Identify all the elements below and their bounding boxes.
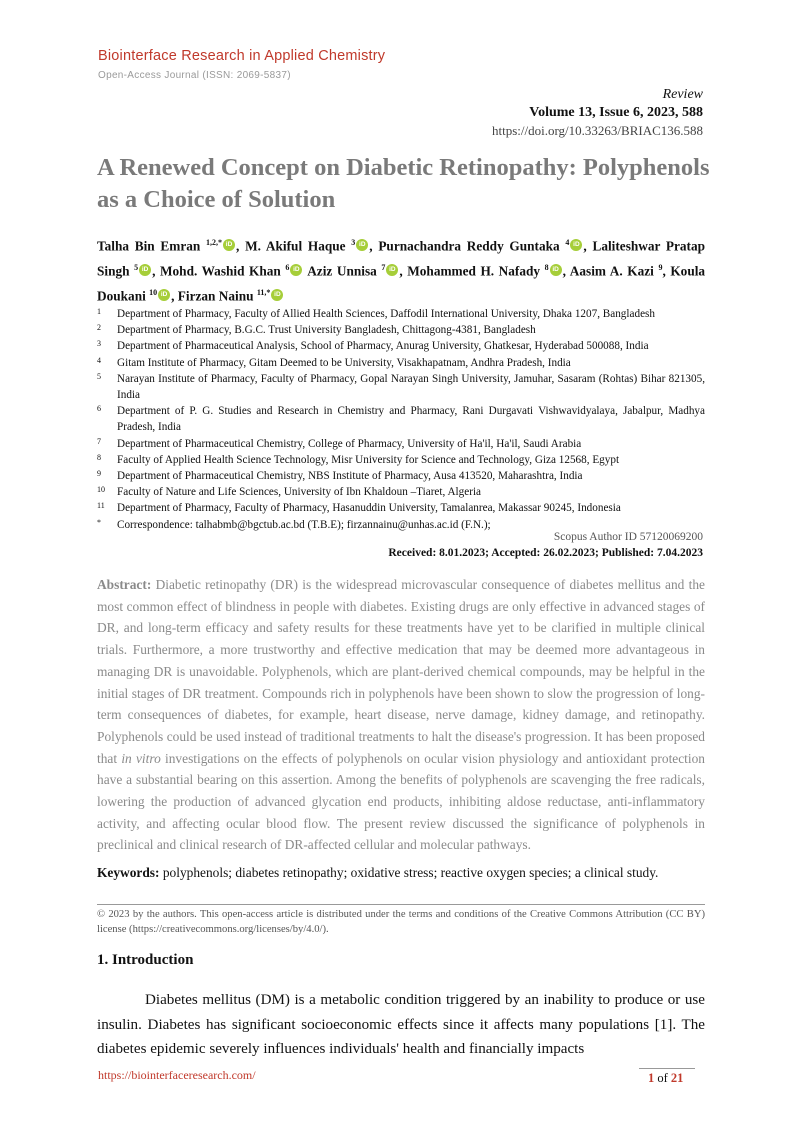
affiliation-number: 1 bbox=[97, 307, 101, 316]
author-affil-sup: 9 bbox=[658, 262, 663, 272]
author-name: Koula Doukani bbox=[97, 263, 706, 304]
affiliation-number: 3 bbox=[97, 339, 101, 349]
affiliation-item bbox=[97, 355, 705, 371]
affiliation-text: Department of Pharmaceutical Analysis, School of Pharmacy, Anurag University, Ghatkesar, Hyderabad 500088, India bbox=[117, 340, 649, 353]
orcid-icon[interactable]: iD bbox=[550, 264, 562, 276]
affiliation-item bbox=[97, 371, 705, 403]
affiliation-number: 10 bbox=[97, 485, 105, 495]
affiliation-item bbox=[97, 322, 705, 338]
page-of: of bbox=[657, 1071, 668, 1085]
author-affil-sup: 10 bbox=[149, 287, 158, 297]
affiliation-number: 9 bbox=[97, 469, 101, 479]
orcid-icon[interactable]: iD bbox=[386, 264, 398, 276]
orcid-icon[interactable]: iD bbox=[139, 264, 151, 276]
title-line-2: as a Choice of Solution bbox=[97, 186, 336, 213]
abstract-text-cont: investigations on the effects of polyphenols on ocular vision physiology and antioxidant protection have a substantial bearing on this assertion. Among the benefits of polyphenols are scavenging the free radicals, lowering the production of advanced glycation end products, inhibiting aldose reductase, anti-inflammatory activity, and affecting ocular blood flow. The present review discussed the significance of polyphenols in preclinical and clinical research of DR-affected cellular and molecular pathways. bbox=[97, 750, 706, 853]
affiliation-text: Department of Pharmacy, Faculty of Pharmacy, Hasanuddin University, Tamalanrea, Makassar 90245, Indonesia bbox=[117, 502, 621, 515]
journal-name: Biointerface Research in Applied Chemistry bbox=[98, 48, 386, 64]
footer-divider bbox=[639, 1068, 695, 1069]
article-meta bbox=[492, 86, 703, 140]
author-name: Aasim A. Kazi bbox=[569, 263, 654, 279]
doi-link[interactable]: https://doi.org/10.33263/BRIAC136.588 bbox=[491, 123, 703, 138]
author-name: Mohammed H. Nafady bbox=[407, 263, 541, 279]
affiliation-text: Department of Pharmaceutical Chemistry, NBS Institute of Pharmacy, Ausa 413520, Maharashtra, India bbox=[117, 470, 583, 483]
affiliation-number: 4 bbox=[97, 355, 101, 365]
affiliation-text: Department of P. G. Studies and Research in Chemistry and Pharmacy, Rani Durgavati Vishwavidyalaya, Jabalpur, Madhya Pradesh, India bbox=[117, 405, 705, 434]
section-heading: 1. Introduction bbox=[97, 952, 194, 968]
author-affil-sup: 5 bbox=[134, 262, 139, 272]
author-name: Laliteshwar Pratap Singh bbox=[97, 238, 706, 279]
affiliation-item bbox=[97, 500, 705, 516]
abstract-text: Diabetic retinopathy (DR) is the widespread microvascular consequence of diabetes mellitus and the most common effect of blindness in people with diabetes. Existing drugs are only effective in advanced stages of DR, and long-term efficacy and safety results for these treatments have yet to be clarified in multiple clinical trials. Furthermore, a more trustworthy and effective medication that may be deemed more advantageous in managing DR is unavoidable. Polyphenols, which are plant-derived chemical compounds, may be helpful in the initial stages of DR treatment. Compounds rich in polyphenols have been shown to slow the progression of long-term consequences of diabetes, for example, heart disease, nerve damage, kidney damage, and retinopathy. Polyphenols could be used instead of traditional treatments to halt the disease's progression. It has been proposed that bbox=[97, 577, 705, 766]
author-name: Talha Bin Emran bbox=[97, 238, 201, 254]
affiliation-item bbox=[97, 452, 705, 468]
keywords bbox=[97, 862, 705, 883]
affiliation-number: 7 bbox=[97, 436, 101, 446]
author-affil-sup: 8 bbox=[544, 262, 549, 272]
orcid-icon[interactable]: iD bbox=[356, 239, 368, 251]
keywords-text: polyphenols; diabetes retinopathy; oxidative stress; reactive oxygen species; a clinical study. bbox=[159, 865, 659, 880]
affiliation-text: Faculty of Nature and Life Sciences, University of Ibn Khaldoun –Tiaret, Algeria bbox=[117, 486, 482, 499]
affiliation-item bbox=[97, 403, 705, 435]
affiliation-number: 11 bbox=[97, 501, 105, 511]
affiliation-item bbox=[97, 436, 705, 452]
affiliation-item bbox=[97, 484, 705, 500]
page-total: 21 bbox=[670, 1071, 684, 1085]
author-affil-sup: 1,2,* bbox=[206, 238, 223, 247]
author-affil-sup: 4 bbox=[565, 238, 570, 247]
license-notice: © 2023 by the authors. This open-access article is distributed under the terms and conditions of the Creative Commons Attribution (CC BY) license (https://creativecommons.org/licenses/by/4.0/). bbox=[97, 904, 705, 937]
affiliation-number: 2 bbox=[97, 323, 101, 333]
footer-url[interactable]: https://biointerfaceresearch.com/ bbox=[98, 1068, 256, 1082]
orcid-icon[interactable]: iD bbox=[290, 264, 302, 276]
correspondence-text[interactable]: Correspondence: talhabmb@bgctub.ac.bd (T.B.E); firzannainu@unhas.ac.id (F.N.); bbox=[117, 518, 491, 531]
article-title bbox=[97, 152, 712, 216]
orcid-icon[interactable]: iD bbox=[223, 239, 235, 251]
affiliation-list bbox=[97, 306, 705, 533]
page-current: 1 bbox=[648, 1071, 655, 1085]
affiliation-number: 5 bbox=[97, 371, 101, 381]
orcid-icon[interactable]: iD bbox=[158, 289, 170, 301]
affiliation-text: Narayan Institute of Pharmacy, Faculty of Pharmacy, Gopal Narayan Singh University, Jamuhar, Sasaram (Rohtas) Bihar 821305, India bbox=[117, 372, 705, 402]
author-name: M. Akiful Haque bbox=[245, 238, 346, 254]
affiliation-text: Gitam Institute of Pharmacy, Gitam Deemed to be University, Visakhapatnam, Andhra Pradesh, India bbox=[117, 356, 571, 369]
affiliation-item bbox=[97, 306, 705, 322]
author-affil-sup: 7 bbox=[381, 262, 386, 272]
affiliation-item bbox=[97, 338, 705, 354]
author-affil-sup: 11,* bbox=[256, 287, 271, 297]
orcid-icon[interactable]: iD bbox=[271, 289, 283, 301]
affiliation-text: Department of Pharmaceutical Chemistry, College of Pharmacy, University of Ha'il, Ha'il, Saudi Arabia bbox=[117, 437, 582, 450]
affiliation-number: * bbox=[97, 517, 101, 527]
abstract-italic: in vitro bbox=[121, 750, 161, 766]
page-number bbox=[648, 1071, 683, 1086]
intro-paragraph: Diabetes mellitus (DM) is a metabolic condition triggered by an inability to produce or use insulin. Diabetes has significant socioeconomic effects since it affects many populations [1]. The diabetes epidemic severely influences individuals' health and financially impacts bbox=[97, 992, 705, 1057]
author-name: Purnachandra Reddy Guntaka bbox=[378, 238, 560, 254]
affiliation-text: Department of Pharmacy, Faculty of Allied Health Sciences, Daffodil International University, Dhaka 1207, Bangladesh bbox=[117, 308, 655, 320]
abstract-label: Abstract: bbox=[97, 577, 152, 592]
orcid-icon[interactable]: iD bbox=[570, 239, 582, 251]
author-affil-sup: 6 bbox=[285, 262, 290, 272]
affiliation-text: Faculty of Applied Health Science Technology, Misr University for Science and Technology, Giza 12568, Egypt bbox=[117, 453, 620, 466]
affiliation-item bbox=[97, 468, 705, 484]
title-line-1: A Renewed Concept on Diabetic Retinopathy: Polyphenols bbox=[97, 154, 710, 181]
author-affil-sup: 3 bbox=[351, 238, 356, 247]
author-name: Firzan Nainu bbox=[177, 288, 254, 304]
author-name: Mohd. Washid Khan bbox=[159, 263, 281, 279]
scopus-author-id: Scopus Author ID 57120069200 bbox=[553, 531, 703, 543]
affiliation-text: Department of Pharmacy, B.G.C. Trust University Bangladesh, Chittagong-4381, Bangladesh bbox=[117, 324, 536, 337]
affiliation-number: 6 bbox=[97, 404, 101, 414]
author-list: Talha Bin Emran $^{1,2,*}$ iD , M. Akiful Haque $^3$ iD , Purnachandra Reddy Guntaka $^4$ iD , Laliteshwar Pratap Singh $^5$ iD , Mohd. Washid Khan $^6$ iD Aziz Unnisa $^7$ iD , Mohammed H. Nafady $^8$ iD , Aasim A. Kazi $^9$, Koula Doukani $^{10}$ iD , Firzan Nainu $^{11,*}$ iD bbox=[97, 238, 706, 304]
received-dates: Received: 8.01.2023; Accepted: 26.02.2023; Published: 7.04.2023 bbox=[388, 547, 703, 559]
keywords-label: Keywords: bbox=[97, 865, 160, 880]
abstract bbox=[97, 574, 705, 856]
volume-info: Volume 13, Issue 6, 2023, 588 bbox=[529, 105, 703, 120]
author-name: Aziz Unnisa bbox=[307, 263, 377, 279]
affiliation-number: 8 bbox=[97, 452, 101, 462]
article-type: Review bbox=[662, 87, 703, 102]
journal-subtitle: Open-Access Journal (ISSN: 2069-5837) bbox=[98, 70, 291, 81]
